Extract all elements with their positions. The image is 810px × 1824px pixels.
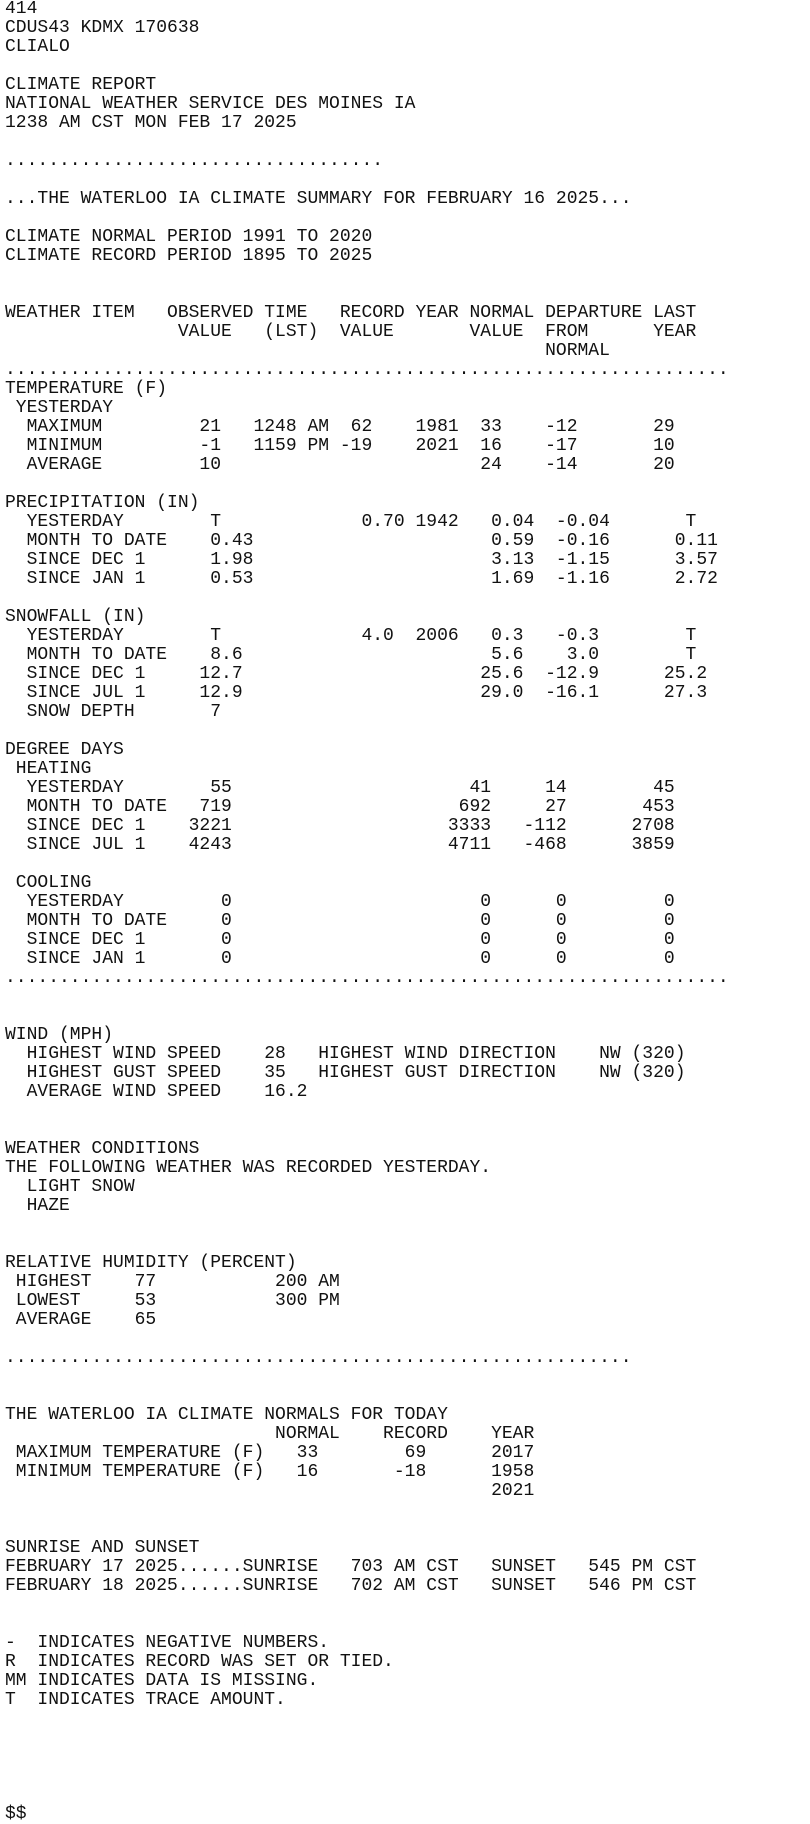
report-line: YESTERDAY 0 0 0 0 [5, 892, 675, 912]
report-line: MINIMUM TEMPERATURE (F) 16 -18 1958 [5, 1462, 535, 1482]
report-line: AVERAGE WIND SPEED 16.2 [5, 1082, 308, 1102]
report-line [5, 1121, 810, 1140]
report-line [5, 1368, 810, 1387]
report-line: SINCE JAN 1 0.53 1.69 -1.16 2.72 [5, 569, 718, 589]
report-line: NORMAL [5, 341, 610, 361]
report-line: .......................................................... [5, 1348, 632, 1368]
report-line: MINIMUM -1 1159 PM -19 2021 16 -17 10 [5, 436, 675, 456]
report-line: DEGREE DAYS [5, 740, 124, 760]
report-line: SINCE DEC 1 0 0 0 0 [5, 930, 675, 950]
report-line: WIND (MPH) [5, 1025, 114, 1045]
report-line: SINCE JUL 1 4243 4711 -468 3859 [5, 835, 675, 855]
report-line [5, 589, 810, 608]
report-line: MAXIMUM 21 1248 AM 62 1981 33 -12 29 [5, 417, 675, 437]
report-line: T INDICATES TRACE AMOUNT. [5, 1690, 286, 1710]
report-line [5, 209, 810, 228]
report-line: SINCE JAN 1 0 0 0 0 [5, 949, 675, 969]
report-line: SINCE JUL 1 12.9 29.0 -16.1 27.3 [5, 683, 708, 703]
report-line: YESTERDAY T 4.0 2006 0.3 -0.3 T [5, 626, 697, 646]
report-line: SUNRISE AND SUNSET [5, 1538, 200, 1558]
report-line: HEATING [5, 759, 92, 779]
report-line: CLIMATE RECORD PERIOD 1895 TO 2025 [5, 246, 373, 266]
report-line: MM INDICATES DATA IS MISSING. [5, 1671, 319, 1691]
report-line [5, 285, 810, 304]
report-line: RELATIVE HUMIDITY (PERCENT) [5, 1253, 297, 1273]
report-line: YESTERDAY T 0.70 1942 0.04 -0.04 T [5, 512, 697, 532]
report-line: THE FOLLOWING WEATHER WAS RECORDED YESTERDAY. [5, 1158, 492, 1178]
report-line: 1238 AM CST MON FEB 17 2025 [5, 113, 297, 133]
report-line [5, 1786, 810, 1805]
report-line [5, 988, 810, 1007]
report-line: ................................... [5, 151, 384, 171]
report-line: 414 [5, 0, 38, 19]
report-line: PRECIPITATION (IN) [5, 493, 200, 513]
report-line [5, 1729, 810, 1748]
report-line: CLIMATE NORMAL PERIOD 1991 TO 2020 [5, 227, 373, 247]
report-line [5, 171, 810, 190]
report-line: CLIALO [5, 37, 70, 57]
report-line [5, 855, 810, 874]
report-line [5, 1596, 810, 1615]
report-line: NORMAL RECORD YEAR [5, 1424, 535, 1444]
report-line: ................................................................... [5, 968, 729, 988]
report-line: HIGHEST GUST SPEED 35 HIGHEST GUST DIRECTION NW (320) [5, 1063, 686, 1083]
report-line [5, 1007, 810, 1026]
report-line: YESTERDAY [5, 398, 114, 418]
report-line [5, 1748, 810, 1767]
report-line [5, 722, 810, 741]
report-line: ................................................................... [5, 360, 729, 380]
report-line [5, 1501, 810, 1520]
report-line: AVERAGE 65 [5, 1310, 157, 1330]
report-line: HAZE [5, 1196, 70, 1216]
report-line: SINCE DEC 1 3221 3333 -112 2708 [5, 816, 675, 836]
report-line: CLIMATE REPORT [5, 75, 157, 95]
report-line: VALUE (LST) VALUE VALUE FROM YEAR [5, 322, 697, 342]
report-line: MONTH TO DATE 8.6 5.6 3.0 T [5, 645, 697, 665]
report-line: NATIONAL WEATHER SERVICE DES MOINES IA [5, 94, 416, 114]
report-line [5, 133, 810, 152]
report-line [5, 1330, 810, 1349]
report-line: - INDICATES NEGATIVE NUMBERS. [5, 1633, 330, 1653]
report-line [5, 1710, 810, 1729]
report-line: SNOWFALL (IN) [5, 607, 146, 627]
report-line: MONTH TO DATE 0.43 0.59 -0.16 0.11 [5, 531, 718, 551]
report-line [5, 1520, 810, 1539]
report-line: MAXIMUM TEMPERATURE (F) 33 69 2017 [5, 1443, 535, 1463]
report-line: FEBRUARY 17 2025......SUNRISE 703 AM CST SUNSET 545 PM CST [5, 1557, 697, 1577]
report-line: 2021 [5, 1481, 535, 1501]
report-line [5, 475, 810, 494]
report-line: COOLING [5, 873, 92, 893]
report-line: R INDICATES RECORD WAS SET OR TIED. [5, 1652, 394, 1672]
report-line: SNOW DEPTH 7 [5, 702, 222, 722]
report-line: THE WATERLOO IA CLIMATE NORMALS FOR TODAY [5, 1405, 448, 1425]
report-line: CDUS43 KDMX 170638 [5, 18, 200, 38]
report-line [5, 1102, 810, 1121]
report-line: HIGHEST WIND SPEED 28 HIGHEST WIND DIRECTION NW (320) [5, 1044, 686, 1064]
report-line: FEBRUARY 18 2025......SUNRISE 702 AM CST SUNSET 546 PM CST [5, 1576, 697, 1596]
report-line: MONTH TO DATE 0 0 0 0 [5, 911, 675, 931]
report-line: MONTH TO DATE 719 692 27 453 [5, 797, 675, 817]
report-line [5, 1235, 810, 1254]
report-line: TEMPERATURE (F) [5, 379, 168, 399]
report-line: SINCE DEC 1 1.98 3.13 -1.15 3.57 [5, 550, 718, 570]
report-line: ...THE WATERLOO IA CLIMATE SUMMARY FOR FEBRUARY 16 2025... [5, 189, 632, 209]
report-line: LIGHT SNOW [5, 1177, 135, 1197]
report-line: HIGHEST 77 200 AM [5, 1272, 340, 1292]
report-line [5, 1387, 810, 1406]
report-line: SINCE DEC 1 12.7 25.6 -12.9 25.2 [5, 664, 708, 684]
report-line: WEATHER ITEM OBSERVED TIME RECORD YEAR NORMAL DEPARTURE LAST [5, 303, 697, 323]
report-line: AVERAGE 10 24 -14 20 [5, 455, 675, 475]
report-line [5, 1216, 810, 1235]
report-line [5, 57, 810, 76]
report-line: WEATHER CONDITIONS [5, 1139, 200, 1159]
report-line [5, 266, 810, 285]
report-line: YESTERDAY 55 41 14 45 [5, 778, 675, 798]
report-line [5, 1615, 810, 1634]
report-line: $$ [5, 1804, 27, 1824]
report-line: LOWEST 53 300 PM [5, 1291, 340, 1311]
report-line [5, 1767, 810, 1786]
